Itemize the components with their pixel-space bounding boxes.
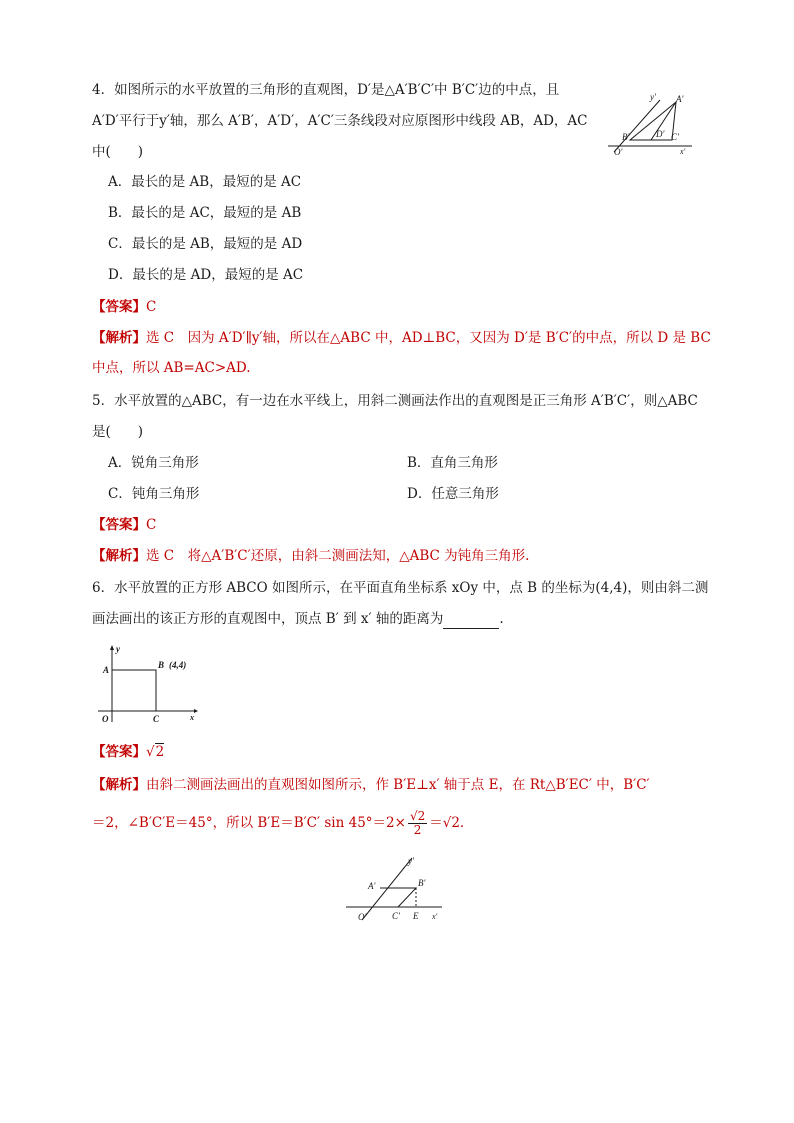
q6-label-y: y: [116, 644, 120, 654]
q4-label-D: D′: [656, 129, 665, 139]
q6-answer-label: 【答案】: [92, 744, 146, 760]
q6-y-arrow: [110, 645, 114, 650]
q6-line-1: 6．水平放置的正方形 ABCO 如图所示，在平面直角坐标系 xOy 中，点 B 的坐标为(4,4)，则由斜二测: [92, 580, 709, 596]
q6-solution-figure: [344, 852, 448, 928]
q6-line-2-text: 画法画出的该正方形的直观图中，顶点 B′ 到 x′ 轴的距离为: [92, 611, 444, 627]
q6b-label-O: O′: [358, 912, 367, 922]
q5-line-1: 5．水平放置的△ABC，有一边在水平线上，用斜二测画法作出的直观图是正三角形 A′B′C′，则△ABC: [92, 393, 698, 409]
q5-answer-label: 【答案】: [92, 517, 146, 533]
q6-fraction: $\frac{√2}{2}$: [409, 809, 426, 837]
q6-analysis-1: [92, 775, 650, 795]
q4-label-y: y′: [650, 92, 656, 102]
q6-label-x: x: [190, 713, 194, 722]
q6-analysis-label: 【解析】: [92, 777, 146, 793]
q6-answer-blank: [443, 614, 499, 629]
q4-label-A: A′: [676, 94, 684, 104]
q4-label-x: x′: [680, 147, 686, 156]
q4-analysis-label: 【解析】: [92, 330, 146, 346]
q6b-label-C: C′: [392, 911, 400, 921]
q6-analysis-text-2b: ＝√2.: [429, 815, 465, 831]
q6b-label-B: B′: [418, 878, 426, 888]
q4-analysis-text: 选 C 因为 A′D′∥y′轴，所以在△ABC 中，AD⊥BC，又因为 D′是 B′C′的中点，所以 D 是 BC: [146, 330, 711, 346]
q6-label-O: O: [102, 714, 109, 724]
q4-option-a: A．最长的是 AB，最短的是 AC: [108, 174, 302, 190]
q5-answer: [92, 515, 156, 535]
q4-line-2: A′D′平行于y′轴，那么 A′B′，A′D′，A′C′三条线段对应原图形中线段 AB，AD，AC: [92, 113, 588, 129]
q6-line-2: [92, 609, 504, 629]
q6b-label-y: y′: [408, 856, 414, 866]
q4-figure: [600, 88, 702, 160]
q5-analysis-text: 选 C 将△A′B′C′还原，由斜二测画法知，△ABC 为钝角三角形.: [146, 548, 530, 564]
q4-analysis-2: 中点，所以 AB=AC>AD.: [92, 360, 251, 376]
q4-option-c: C．最长的是 AB，最短的是 AD: [108, 236, 303, 252]
q6b-label-x: x′: [432, 912, 438, 921]
q6-analysis-2: [92, 808, 464, 838]
q5-analysis-label: 【解析】: [92, 548, 146, 564]
q6-x-arrow: [194, 709, 198, 713]
q6b-label-A: A′: [368, 881, 376, 891]
q6-answer-value: √2: [146, 744, 165, 760]
q6-answer: [92, 742, 164, 762]
q4-label-B: B′: [622, 132, 630, 142]
q5-answer-value: C: [146, 517, 157, 533]
q6-analysis-text-1: 由斜二测画法画出的直观图如图所示，作 B′E⊥x′ 轴于点 E，在 Rt△B′EC′ 中，B′C′: [146, 777, 650, 793]
q6-label-A: A: [103, 665, 110, 675]
q5-analysis: [92, 546, 529, 566]
q6-analysis-text-2a: ＝2，∠B′C′E＝45°，所以 B′E＝B′C′ sin 45°＝2×: [92, 815, 406, 831]
q6-line-2-end: .: [499, 611, 504, 627]
q4-line-3: 中( ): [92, 144, 144, 160]
q6-figure: [96, 642, 204, 726]
q4-label-O: O′: [614, 147, 623, 157]
q4-option-b: B．最长的是 AC，最短的是 AB: [108, 205, 302, 221]
q6-label-B: B: [158, 660, 165, 670]
q6-square: [112, 670, 156, 711]
q5-line-2: 是( ): [92, 424, 144, 440]
q5-option-a: A．锐角三角形: [108, 455, 199, 471]
q4-line-1: 4．如图所示的水平放置的三角形的直观图，D′是△A′B′C′中 B′C′边的中点，且: [92, 82, 560, 98]
q4-y-axis: [614, 100, 660, 152]
q5-option-b: B．直角三角形: [407, 455, 498, 471]
q4-answer-label: 【答案】: [92, 299, 146, 315]
q6-label-coord: (4,4): [169, 660, 187, 670]
q4-option-d: D．最长的是 AD，最短的是 AC: [108, 267, 304, 283]
q6b-label-E: E: [413, 911, 419, 921]
q4-answer: [92, 297, 156, 317]
q6-label-C: C: [153, 714, 160, 724]
q5-option-d: D．任意三角形: [407, 486, 499, 502]
q4-answer-value: C: [146, 299, 157, 315]
q5-option-c: C．钝角三角形: [108, 486, 200, 502]
q4-analysis-1: [92, 328, 711, 348]
q4-label-C: C′: [671, 132, 679, 142]
